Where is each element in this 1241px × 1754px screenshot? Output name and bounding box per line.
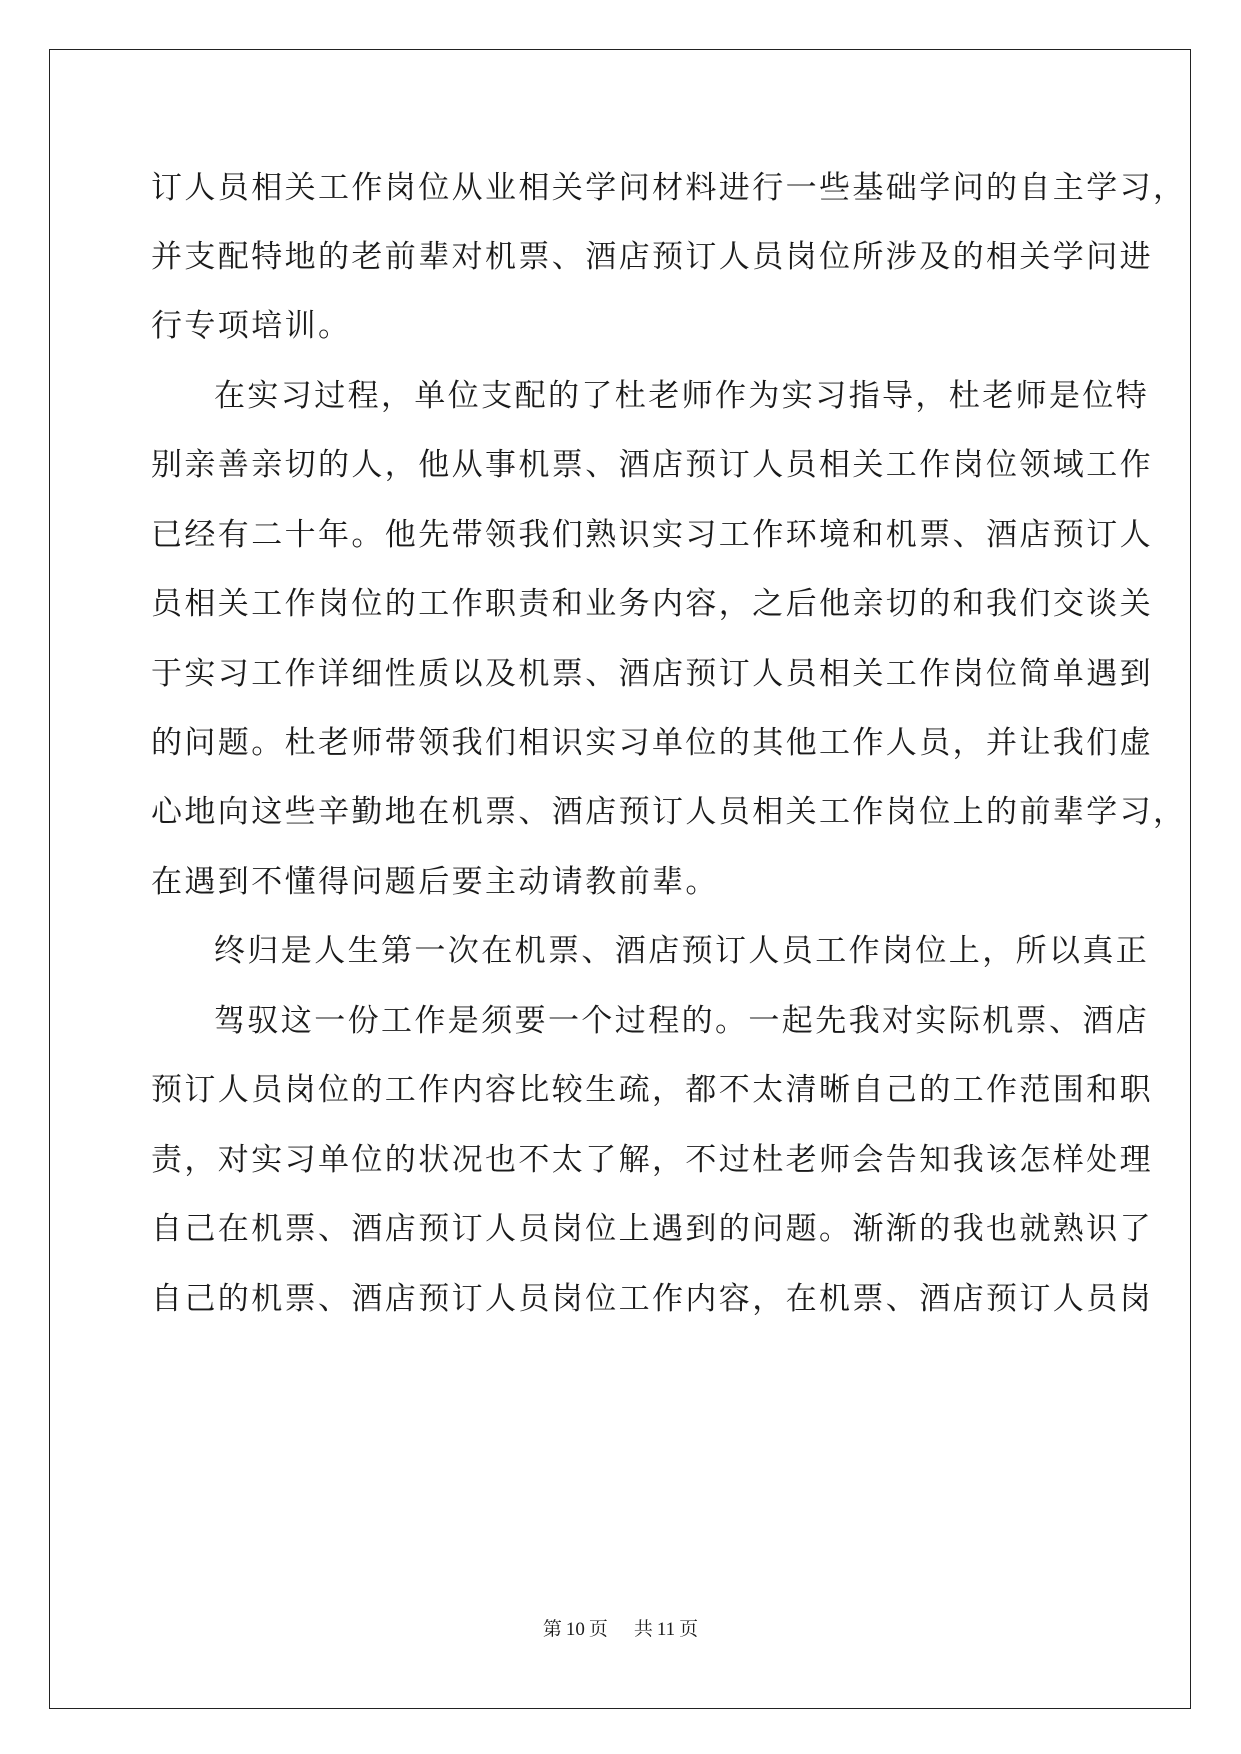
text-line: 的问题。杜老师带领我们相识实习单位的其他工作人员，并让我们虚: [151, 725, 1153, 761]
text-line: 驾驭这一份工作是须要一个过程的。一起先我对实际机票、酒店: [214, 1003, 1150, 1039]
text-line: 订人员相关工作岗位从业相关学问材料进行一些基础学问的自主学习，: [151, 170, 1187, 206]
text-line: 别亲善亲切的人，他从事机票、酒店预订人员相关工作岗位领域工作: [151, 447, 1153, 483]
text-line: 预订人员岗位的工作内容比较生疏，都不太清晰自己的工作范围和职: [151, 1072, 1153, 1108]
text-line: 行专项培训。: [151, 308, 352, 344]
text-line: 自己在机票、酒店预订人员岗位上遇到的问题。渐渐的我也就熟识了: [151, 1211, 1153, 1247]
text-line: 责，对实习单位的状况也不太了解，不过杜老师会告知我该怎样处理: [151, 1142, 1153, 1178]
text-line: 在实习过程，单位支配的了杜老师作为实习指导，杜老师是位特: [214, 378, 1150, 414]
page-total: 11: [656, 1619, 676, 1640]
total-label-prefix: 共: [633, 1619, 653, 1640]
page-label-suffix: 页: [588, 1619, 608, 1640]
text-line: 员相关工作岗位的工作职责和业务内容，之后他亲切的和我们交谈关: [151, 586, 1153, 622]
page-label-prefix: 第: [542, 1619, 562, 1640]
total-label-suffix: 页: [679, 1619, 699, 1640]
text-line: 于实习工作详细性质以及机票、酒店预订人员相关工作岗位简单遇到: [151, 656, 1153, 692]
text-line: 在遇到不懂得问题后要主动请教前辈。: [151, 864, 719, 900]
text-line: 已经有二十年。他先带领我们熟识实习工作环境和机票、酒店预订人: [151, 517, 1153, 553]
text-line: 并支配特地的老前辈对机票、酒店预订人员岗位所涉及的相关学问进: [151, 239, 1153, 275]
page-current: 10: [565, 1619, 585, 1640]
text-line: 终归是人生第一次在机票、酒店预订人员工作岗位上，所以真正: [214, 933, 1150, 969]
text-line: 自己的机票、酒店预订人员岗位工作内容，在机票、酒店预订人员岗: [151, 1281, 1153, 1317]
text-line: 心地向这些辛勤地在机票、酒店预订人员相关工作岗位上的前辈学习，: [151, 794, 1187, 830]
page-footer: [0, 1618, 1241, 1642]
